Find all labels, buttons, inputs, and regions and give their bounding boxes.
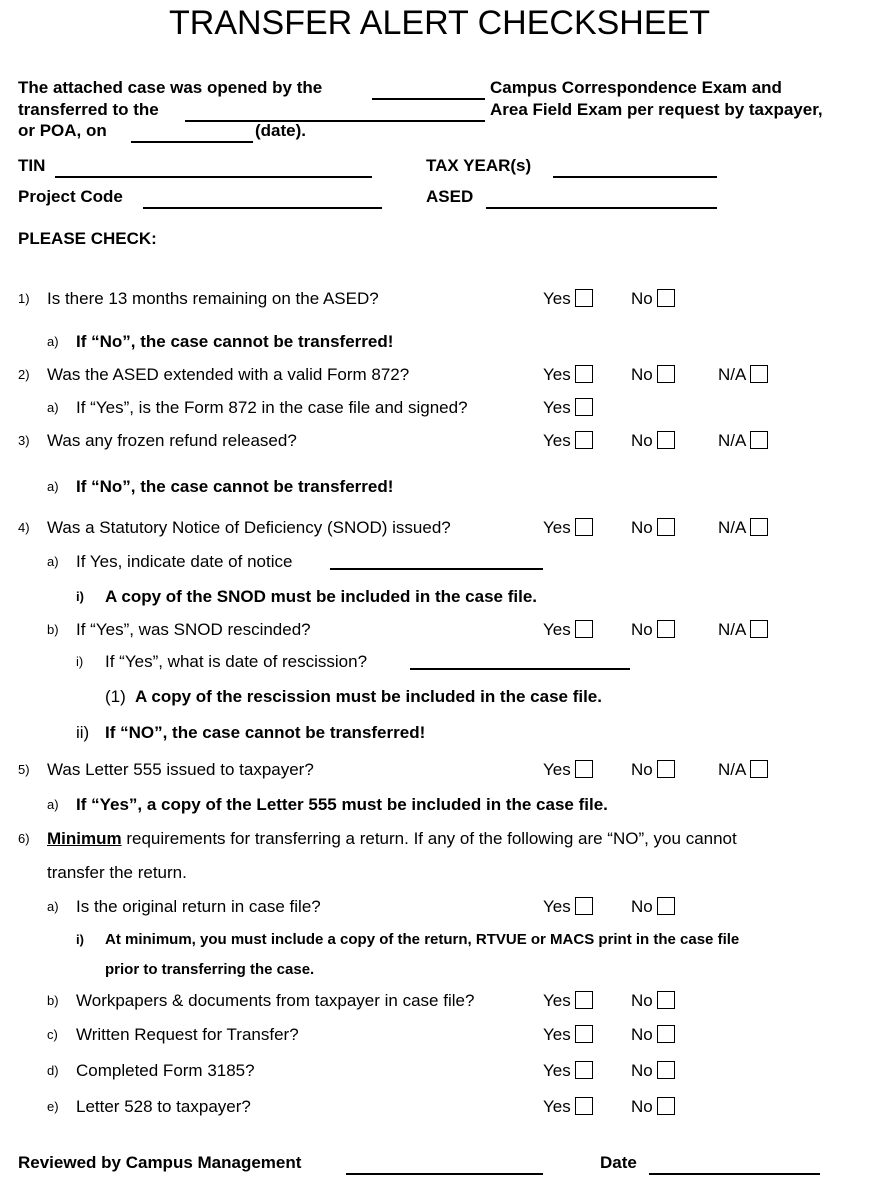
item-text-wrap	[76, 1060, 255, 1082]
checklist-item	[0, 1096, 879, 1118]
item-text: If Yes, indicate date of notice	[76, 552, 293, 571]
checklist-item	[0, 364, 879, 386]
reviewed-by-field[interactable]	[346, 1157, 543, 1175]
item-text: Is there 13 months remaining on the ASED?	[47, 289, 379, 308]
option-label: No	[631, 518, 653, 537]
item-text: If “NO”, the case cannot be transferred!	[105, 723, 426, 742]
checklist-item	[0, 517, 879, 539]
item-text-wrap	[105, 586, 537, 608]
item-text: If “No”, the case cannot be transferred!	[76, 477, 394, 496]
item-text-wrap	[105, 959, 314, 981]
checklist-item	[0, 686, 879, 708]
option-no[interactable]	[631, 896, 675, 918]
item-text-wrap	[135, 686, 602, 708]
item-text: Was any frozen refund released?	[47, 431, 297, 450]
option-yes[interactable]	[543, 1024, 593, 1046]
option-na[interactable]	[718, 517, 768, 539]
checkbox[interactable]	[657, 1061, 675, 1079]
checklist-item	[0, 1024, 879, 1046]
tin-label: TIN	[18, 156, 46, 175]
checkbox[interactable]	[575, 1025, 593, 1043]
option-yes[interactable]	[543, 1060, 593, 1082]
option-label: N/A	[718, 620, 747, 639]
checkbox[interactable]	[657, 760, 675, 778]
option-yes[interactable]	[543, 430, 593, 452]
checklist-item	[0, 1060, 879, 1082]
checklist-item	[0, 288, 879, 310]
item-text-wrap	[76, 794, 608, 816]
item-number: d)	[47, 1063, 59, 1078]
intro-line1-end: Campus Correspondence Exam and	[490, 78, 782, 97]
option-label: Yes	[543, 431, 571, 450]
opened-by-field[interactable]	[372, 82, 485, 100]
item-text-wrap	[76, 1024, 299, 1046]
item-number: i)	[76, 932, 84, 947]
option-label: Yes	[543, 1097, 571, 1116]
item-text-wrap	[47, 430, 297, 452]
checklist-item	[0, 331, 879, 353]
date-label: Date	[600, 1153, 637, 1172]
checkbox[interactable]	[575, 760, 593, 778]
option-yes[interactable]	[543, 364, 593, 386]
checklist-item	[0, 551, 879, 573]
option-label: No	[631, 1097, 653, 1116]
option-label: No	[631, 897, 653, 916]
option-yes[interactable]	[543, 896, 593, 918]
checkbox[interactable]	[657, 620, 675, 638]
item-number: a)	[47, 797, 59, 812]
checklist-item	[0, 794, 879, 816]
option-label: No	[631, 289, 653, 308]
project-code-label: Project Code	[18, 187, 123, 206]
checkbox[interactable]	[575, 289, 593, 307]
checkbox[interactable]	[657, 289, 675, 307]
checkbox[interactable]	[750, 518, 768, 536]
option-label: Yes	[543, 991, 571, 1010]
checkbox[interactable]	[575, 365, 593, 383]
checkbox[interactable]	[657, 365, 675, 383]
checkbox[interactable]	[575, 518, 593, 536]
item-text-wrap	[105, 722, 425, 744]
option-no[interactable]	[631, 364, 675, 386]
option-label: Yes	[543, 620, 571, 639]
item-text: Workpapers & documents from taxpayer in case file?	[76, 991, 475, 1010]
option-no[interactable]	[631, 517, 675, 539]
checkbox[interactable]	[575, 1061, 593, 1079]
item-number: 2)	[18, 367, 30, 382]
checklist-item	[0, 651, 879, 673]
checkbox[interactable]	[575, 431, 593, 449]
item-number: a)	[47, 899, 59, 914]
checklist-item	[0, 586, 879, 608]
item-number: b)	[47, 993, 59, 1008]
option-label: Yes	[543, 518, 571, 537]
checkbox[interactable]	[750, 365, 768, 383]
checklist-item	[0, 959, 879, 981]
option-label: Yes	[543, 760, 571, 779]
option-no[interactable]	[631, 1024, 675, 1046]
intro-line1-text: The attached case was opened by the	[18, 78, 323, 97]
tax-year-label: TAX YEAR(s)	[426, 156, 532, 175]
option-label: Yes	[543, 897, 571, 916]
option-na[interactable]	[718, 364, 768, 386]
option-yes[interactable]	[543, 517, 593, 539]
item-text: A copy of the rescission must be included in the case file.	[135, 687, 602, 706]
option-yes[interactable]	[543, 619, 593, 641]
option-label: N/A	[718, 518, 747, 537]
item-text: At minimum, you must include a copy of the return, RTVUE or MACS print in the case file	[105, 931, 740, 948]
item-text: If “No”, the case cannot be transferred!	[76, 332, 394, 351]
checklist-item	[0, 896, 879, 918]
item-text-wrap	[47, 759, 314, 781]
checklist-item	[0, 619, 879, 641]
checklist-item	[0, 397, 879, 419]
checklist-item	[0, 476, 879, 498]
checkbox[interactable]	[575, 398, 593, 416]
item-text-wrap	[76, 896, 321, 918]
item-number: b)	[47, 622, 59, 637]
item-text-wrap	[105, 651, 367, 673]
option-label: N/A	[718, 431, 747, 450]
tin-field[interactable]	[55, 160, 372, 178]
checklist-item	[0, 722, 879, 744]
checkbox[interactable]	[657, 1025, 675, 1043]
option-label: N/A	[718, 365, 747, 384]
intro-line2-text: transferred to the	[18, 100, 159, 119]
item-text-wrap	[47, 862, 187, 884]
item-text: Was the ASED extended with a valid Form 872?	[47, 365, 410, 384]
transferred-to-field[interactable]	[185, 104, 485, 122]
checkbox[interactable]	[575, 1097, 593, 1115]
option-label: No	[631, 760, 653, 779]
project-code-field[interactable]	[143, 191, 382, 209]
checkbox[interactable]	[657, 991, 675, 1009]
option-label: No	[631, 620, 653, 639]
checklist-item	[0, 759, 879, 781]
checklist-item	[0, 828, 879, 850]
item-text: A copy of the SNOD must be included in the case file.	[105, 587, 537, 606]
item-text-wrap	[47, 364, 409, 386]
item-number: a)	[47, 479, 59, 494]
item-text-wrap	[47, 288, 379, 310]
option-yes[interactable]	[543, 397, 593, 419]
checkbox[interactable]	[750, 760, 768, 778]
option-na[interactable]	[718, 619, 768, 641]
item-text-wrap	[47, 828, 737, 850]
item-text: requirements for transferring a return. If any of the following are “NO”, you cannot	[121, 829, 737, 848]
ased-field[interactable]	[486, 191, 717, 209]
option-no[interactable]	[631, 1096, 675, 1118]
checklist-item	[0, 862, 879, 884]
option-label: No	[631, 431, 653, 450]
item-text-wrap	[76, 619, 311, 641]
item-text-wrap	[76, 1096, 251, 1118]
please-check-heading: PLEASE CHECK:	[18, 229, 157, 248]
item-text-wrap	[76, 551, 292, 573]
item-number: e)	[47, 1099, 59, 1114]
item-text: transfer the return.	[47, 863, 187, 882]
option-no[interactable]	[631, 759, 675, 781]
option-label: Yes	[543, 289, 571, 308]
option-no[interactable]	[631, 288, 675, 310]
item-text-wrap	[76, 397, 468, 419]
intro-line2-end: Area Field Exam per request by taxpayer,	[490, 100, 823, 119]
item-text-wrap	[76, 990, 474, 1012]
option-yes[interactable]	[543, 1096, 593, 1118]
item-text-wrap	[76, 476, 393, 498]
date-field[interactable]	[410, 652, 630, 670]
item-text: Completed Form 3185?	[76, 1061, 255, 1080]
option-label: Yes	[543, 365, 571, 384]
option-label: No	[631, 991, 653, 1010]
checkbox[interactable]	[575, 991, 593, 1009]
option-yes[interactable]	[543, 990, 593, 1012]
option-label: No	[631, 1025, 653, 1044]
item-text-wrap	[105, 929, 739, 951]
checkbox[interactable]	[657, 518, 675, 536]
option-label: N/A	[718, 760, 747, 779]
intro-line3-text: or POA, on	[18, 121, 107, 140]
page-title: TRANSFER ALERT CHECKSHEET	[169, 4, 710, 42]
option-no[interactable]	[631, 619, 675, 641]
checkbox[interactable]	[750, 431, 768, 449]
item-text: If “Yes”, was SNOD rescinded?	[76, 620, 311, 639]
option-yes[interactable]	[543, 288, 593, 310]
ased-label: ASED	[426, 187, 474, 206]
checkbox[interactable]	[750, 620, 768, 638]
date-field[interactable]	[330, 552, 543, 570]
item-number: 3)	[18, 433, 30, 448]
checkbox[interactable]	[657, 1097, 675, 1115]
item-number: i)	[76, 589, 84, 604]
review-date-field[interactable]	[649, 1157, 820, 1175]
checkbox[interactable]	[575, 620, 593, 638]
item-text: Was Letter 555 issued to taxpayer?	[47, 760, 314, 779]
option-no[interactable]	[631, 990, 675, 1012]
option-label: No	[631, 365, 653, 384]
option-na[interactable]	[718, 759, 768, 781]
reviewed-by-label: Reviewed by Campus Management	[18, 1153, 302, 1172]
item-number: (1)	[105, 687, 126, 706]
item-number: 5)	[18, 762, 30, 777]
item-text: If “Yes”, is the Form 872 in the case file and signed?	[76, 398, 468, 417]
item-text: If “Yes”, what is date of rescission?	[105, 652, 368, 671]
item-text-wrap	[76, 331, 393, 353]
checkbox[interactable]	[657, 897, 675, 915]
item-number: a)	[47, 554, 59, 569]
option-label: Yes	[543, 1025, 571, 1044]
checkbox[interactable]	[657, 431, 675, 449]
item-number: a)	[47, 400, 59, 415]
option-no[interactable]	[631, 1060, 675, 1082]
option-label: No	[631, 1061, 653, 1080]
checkbox[interactable]	[575, 897, 593, 915]
option-yes[interactable]	[543, 759, 593, 781]
item-text: Written Request for Transfer?	[76, 1025, 299, 1044]
checklist-item	[0, 990, 879, 1012]
intro-line3-end: (date).	[255, 121, 306, 140]
item-number: 1)	[18, 291, 30, 306]
item-text: If “Yes”, a copy of the Letter 555 must be included in the case file.	[76, 795, 608, 814]
item-number: a)	[47, 334, 59, 349]
item-number: i)	[76, 654, 84, 669]
item-text: prior to transferring the case.	[105, 961, 315, 978]
option-label: Yes	[543, 1061, 571, 1080]
option-no[interactable]	[631, 430, 675, 452]
transfer-date-field[interactable]	[131, 125, 253, 143]
emphasis-text: Minimum	[47, 829, 122, 848]
item-text: Letter 528 to taxpayer?	[76, 1097, 251, 1116]
item-text-wrap	[47, 517, 451, 539]
checklist-item	[0, 929, 879, 951]
item-number: 4)	[18, 520, 30, 535]
item-number: 6)	[18, 831, 30, 846]
item-text: Was a Statutory Notice of Deficiency (SNOD) issued?	[47, 518, 451, 537]
option-label: Yes	[543, 398, 571, 417]
option-na[interactable]	[718, 430, 768, 452]
checklist-item	[0, 430, 879, 452]
item-number: ii)	[76, 723, 90, 742]
item-text: Is the original return in case file?	[76, 897, 321, 916]
tax-year-field[interactable]	[553, 160, 717, 178]
item-number: c)	[47, 1027, 58, 1042]
